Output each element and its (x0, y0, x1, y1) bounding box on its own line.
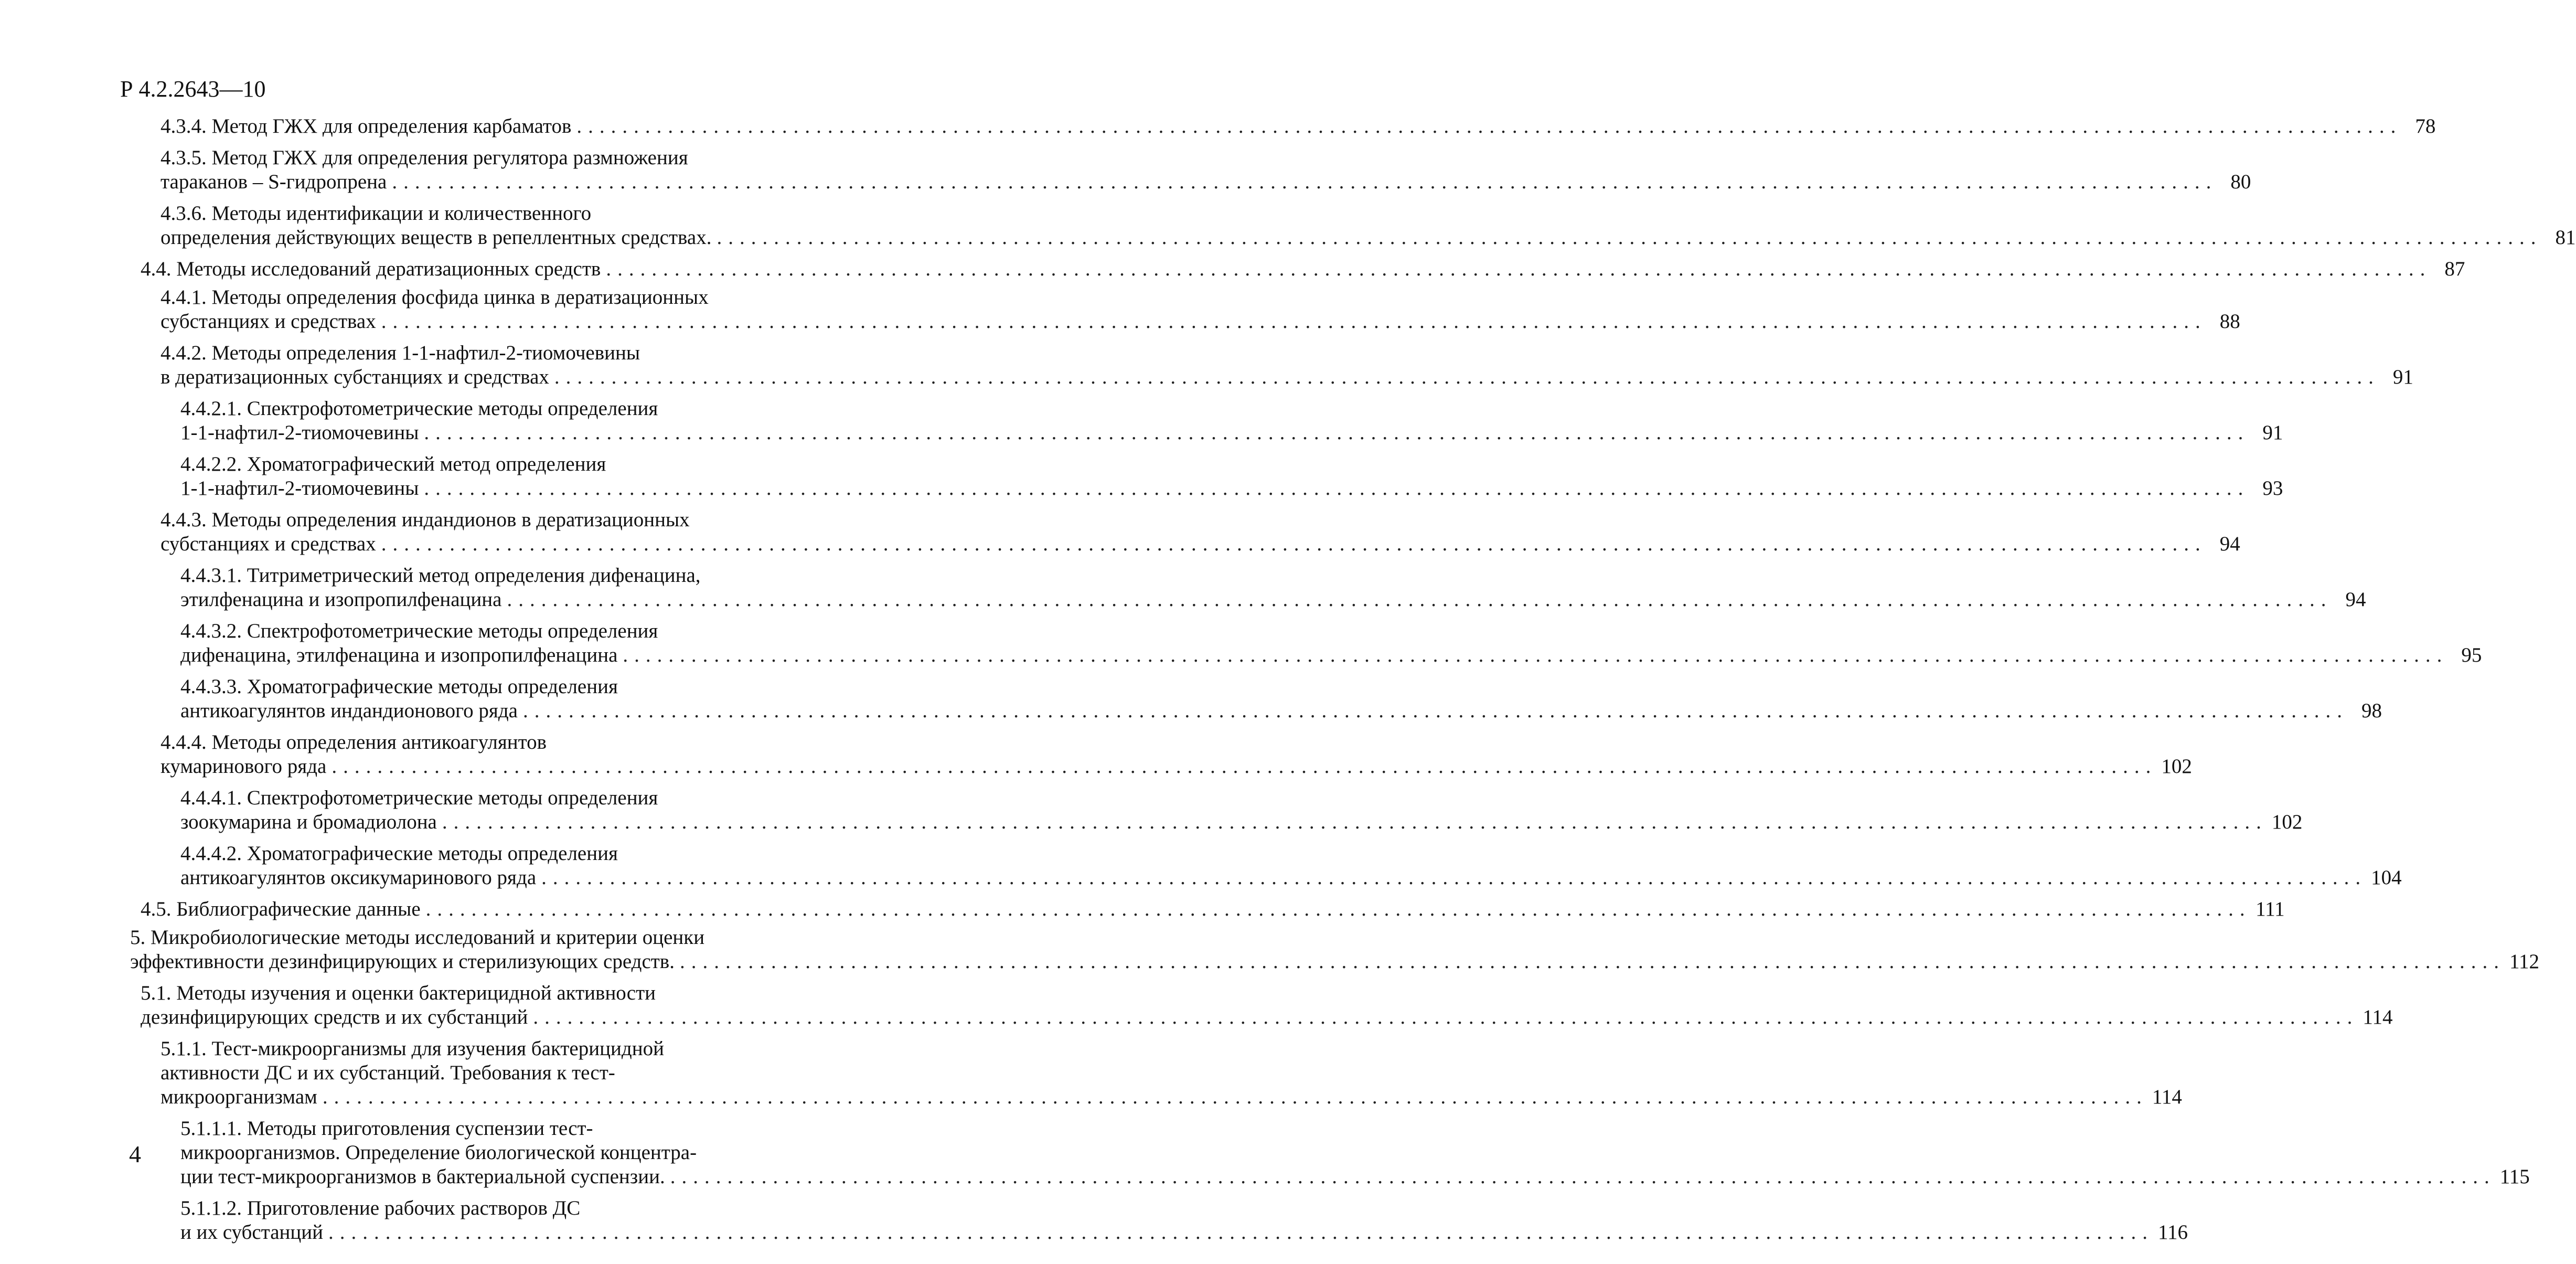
page-number: 4 (129, 1141, 141, 1167)
toc-entry-title-line: в дератизационных субстанциях и средствах (161, 366, 549, 388)
toc-entry (0, 114, 2436, 139)
dot-leader: ................................................................................................................................................................ (442, 811, 2268, 833)
toc-page-number: 94 (2219, 533, 2240, 555)
toc-entry (0, 257, 2465, 281)
toc-entry-title-line: и их субстанций (180, 1221, 323, 1244)
toc-entry-title-line: 5.1.1.1. Методы приготовления суспензии тест- (180, 1117, 593, 1140)
toc-entry-last-line (161, 170, 2251, 194)
toc-entry (0, 926, 2540, 974)
toc-entry (0, 146, 2251, 194)
table-of-contents (0, 114, 2576, 1252)
toc-entry-title-line: 4.4.3. Методы определения индандионов в дератизационных (161, 508, 690, 531)
dot-leader: ................................................................................................................................................................ (623, 644, 2449, 666)
toc-entry (0, 452, 2283, 501)
toc-entry-title-line: 4.4. Методы исследований дератизационных средств (141, 258, 601, 280)
toc-page-number: 88 (2219, 310, 2240, 333)
toc-entry (0, 842, 2402, 890)
dot-leader: ................................................................................................................................................................ (717, 226, 2542, 249)
toc-entry-title-line: 5.1.1.2. Приготовление рабочих растворов ДС (180, 1197, 581, 1219)
toc-entry (0, 285, 2240, 334)
toc-entry-title-line: ции тест-микроорганизмов в бактериальной суспензии. (180, 1165, 665, 1188)
toc-page-number: 102 (2161, 755, 2192, 778)
toc-entry-title-line: тараканов – S-гидропрена (161, 171, 387, 193)
toc-page-number: 116 (2158, 1221, 2188, 1244)
toc-entry-title-line: 4.4.3.2. Спектрофотометрические методы определения (180, 620, 658, 642)
toc-entry-last-line (180, 810, 2303, 834)
toc-entry-title-line: 5. Микробиологические методы исследований и критерии оценки (130, 926, 705, 949)
toc-page-number: 87 (2444, 258, 2465, 280)
toc-entry-title-line: 4.3.5. Метод ГЖХ для определения регулятора размножения (161, 146, 688, 169)
toc-entry-title-line: 4.4.2.2. Хроматографический метод определения (180, 453, 606, 475)
dot-leader: ................................................................................................................................................................ (381, 533, 2207, 555)
toc-entry-title-line: 4.4.1. Методы определения фосфида цинка в дератизационных (161, 286, 709, 309)
toc-page-number: 91 (2392, 366, 2413, 388)
toc-entry-last-line (180, 643, 2482, 667)
toc-entry-last-line (161, 532, 2240, 556)
document-code-header: Р 4.2.2643—10 (120, 76, 266, 102)
toc-entry (0, 619, 2482, 667)
toc-entry-title-line: субстанциях и средствах (161, 533, 376, 555)
dot-leader: ................................................................................................................................................................ (554, 366, 2380, 388)
toc-entry-title-line: 4.4.2.1. Спектрофотометрические методы определения (180, 397, 658, 420)
toc-entry-last-line (161, 226, 2576, 250)
toc-entry-last-line (180, 588, 2366, 612)
toc-entry-last-line (180, 699, 2382, 723)
toc-entry (0, 1196, 2188, 1245)
toc-entry-last-line (161, 1085, 2182, 1109)
toc-entry-title-line: субстанциях и средствах (161, 310, 376, 333)
toc-page-number: 94 (2345, 588, 2366, 611)
toc-entry-title-line: 4.4.3.3. Хроматографические методы определения (180, 675, 618, 698)
toc-entry-title-line: антикоагулянтов оксикумаринового ряда (180, 866, 537, 889)
dot-leader: ................................................................................................................................................................ (533, 1006, 2359, 1028)
toc-entry-title-line: активности ДС и их субстанций. Требования к тест- (161, 1061, 615, 1084)
dot-leader: ................................................................................................................................................................ (328, 1221, 2154, 1244)
dot-leader: ................................................................................................................................................................ (392, 171, 2218, 193)
toc-page-number: 78 (2415, 115, 2436, 137)
toc-entry-title-line: дезинфицирующих средств и их субстанций (141, 1006, 528, 1028)
dot-leader: ................................................................................................................................................................ (523, 699, 2348, 722)
toc-entry (0, 341, 2413, 389)
toc-entry-title-line: антикоагулянтов индандионового ряда (180, 699, 518, 722)
toc-page-number: 114 (2363, 1006, 2393, 1028)
toc-entry-title-line: 4.4.3.1. Титриметрический метод определения дифенацина, (180, 564, 701, 587)
toc-entry-last-line (161, 114, 2436, 139)
toc-page-number: 114 (2152, 1086, 2182, 1108)
toc-entry-last-line (180, 1220, 2188, 1245)
dot-leader: ................................................................................................................................................................ (670, 1165, 2496, 1188)
toc-entry-title-line: кумаринового ряда (161, 755, 327, 778)
toc-entry-title-line: 4.3.4. Метод ГЖХ для определения карбаматов (161, 115, 572, 137)
toc-page-number: 80 (2230, 171, 2251, 193)
toc-entry (0, 675, 2382, 723)
toc-entry (0, 897, 2285, 921)
toc-entry-last-line (141, 1005, 2393, 1029)
toc-entry-title-line: дифенацина, этилфенацина и изопропилфенацина (180, 644, 618, 666)
toc-entry-title-line: 4.5. Библиографические данные (141, 898, 421, 920)
toc-entry-title-line: микроорганизмам (161, 1086, 317, 1108)
dot-leader: ................................................................................................................................................................ (507, 588, 2333, 611)
dot-leader: ................................................................................................................................................................ (606, 258, 2432, 280)
dot-leader: ................................................................................................................................................................ (381, 310, 2207, 333)
dot-leader: ................................................................................................................................................................ (679, 950, 2505, 973)
toc-entry-title-line: этилфенацина и изопропилфенацина (180, 588, 502, 611)
toc-entry-last-line (180, 421, 2283, 445)
toc-entry (0, 397, 2283, 445)
dot-leader: ................................................................................................................................................................ (425, 898, 2251, 920)
toc-page-number: 91 (2262, 421, 2283, 444)
toc-entry-title-line: 4.4.4.1. Спектрофотометрические методы определения (180, 787, 658, 809)
toc-entry-title-line: зоокумарина и бромадиолона (180, 811, 437, 833)
toc-page-number: 112 (2509, 950, 2540, 973)
toc-entry-last-line (161, 365, 2413, 389)
dot-leader: ................................................................................................................................................................ (332, 755, 2157, 778)
dot-leader: ................................................................................................................................................................ (424, 421, 2250, 444)
toc-entry-last-line (141, 897, 2285, 921)
dot-leader: ................................................................................................................................................................ (541, 866, 2367, 889)
toc-entry-last-line (161, 310, 2240, 334)
dot-leader: ................................................................................................................................................................ (576, 115, 2402, 137)
toc-entry (0, 201, 2576, 250)
toc-entry-title-line: 4.4.2. Методы определения 1-1-нафтил-2-тиомочевины (161, 342, 640, 364)
toc-page-number: 81 (2555, 226, 2576, 249)
toc-entry-title-line: микроорганизмов. Определение биологической концентра- (180, 1141, 697, 1164)
toc-entry-title-line: 4.4.4.2. Хроматографические методы определения (180, 842, 618, 865)
toc-entry-last-line (161, 755, 2192, 779)
toc-entry-title-line: 4.4.4. Методы определения антикоагулянтов (161, 731, 547, 753)
toc-page-number: 93 (2262, 477, 2283, 500)
toc-entry-last-line (180, 476, 2283, 501)
toc-entry-last-line (141, 257, 2465, 281)
toc-entry (0, 981, 2393, 1029)
dot-leader: ................................................................................................................................................................ (322, 1086, 2148, 1108)
toc-entry (0, 786, 2303, 834)
toc-entry (0, 1117, 2530, 1189)
toc-page-number: 115 (2499, 1165, 2530, 1188)
dot-leader: ................................................................................................................................................................ (424, 477, 2250, 500)
toc-entry-title-line: 1-1-нафтил-2-тиомочевины (180, 421, 419, 444)
toc-page-number: 95 (2461, 644, 2482, 666)
toc-entry (0, 730, 2192, 779)
toc-entry-last-line (180, 1165, 2530, 1189)
toc-entry-last-line (130, 950, 2540, 974)
toc-entry (0, 508, 2240, 556)
toc-entry-last-line (180, 866, 2402, 890)
toc-entry-title-line: 1-1-нафтил-2-тиомочевины (180, 477, 419, 500)
toc-page-number: 111 (2256, 898, 2285, 920)
toc-entry-title-line: 4.3.6. Методы идентификации и количественного (161, 202, 592, 225)
toc-page-number: 102 (2271, 811, 2303, 833)
toc-page-number: 98 (2361, 699, 2382, 722)
toc-entry-title-line: 5.1. Методы изучения и оценки бактерицидной активности (141, 982, 656, 1004)
toc-page-number: 104 (2371, 866, 2402, 889)
toc-entry-title-line: эффективности дезинфицирующих и стерилизующих средств. (130, 950, 675, 973)
toc-entry-title-line: определения действующих веществ в репеллентных средствах. (161, 226, 712, 249)
toc-entry (0, 564, 2366, 612)
toc-entry-title-line: 5.1.1. Тест-микроорганизмы для изучения бактерицидной (161, 1037, 664, 1060)
toc-entry (0, 1037, 2182, 1109)
